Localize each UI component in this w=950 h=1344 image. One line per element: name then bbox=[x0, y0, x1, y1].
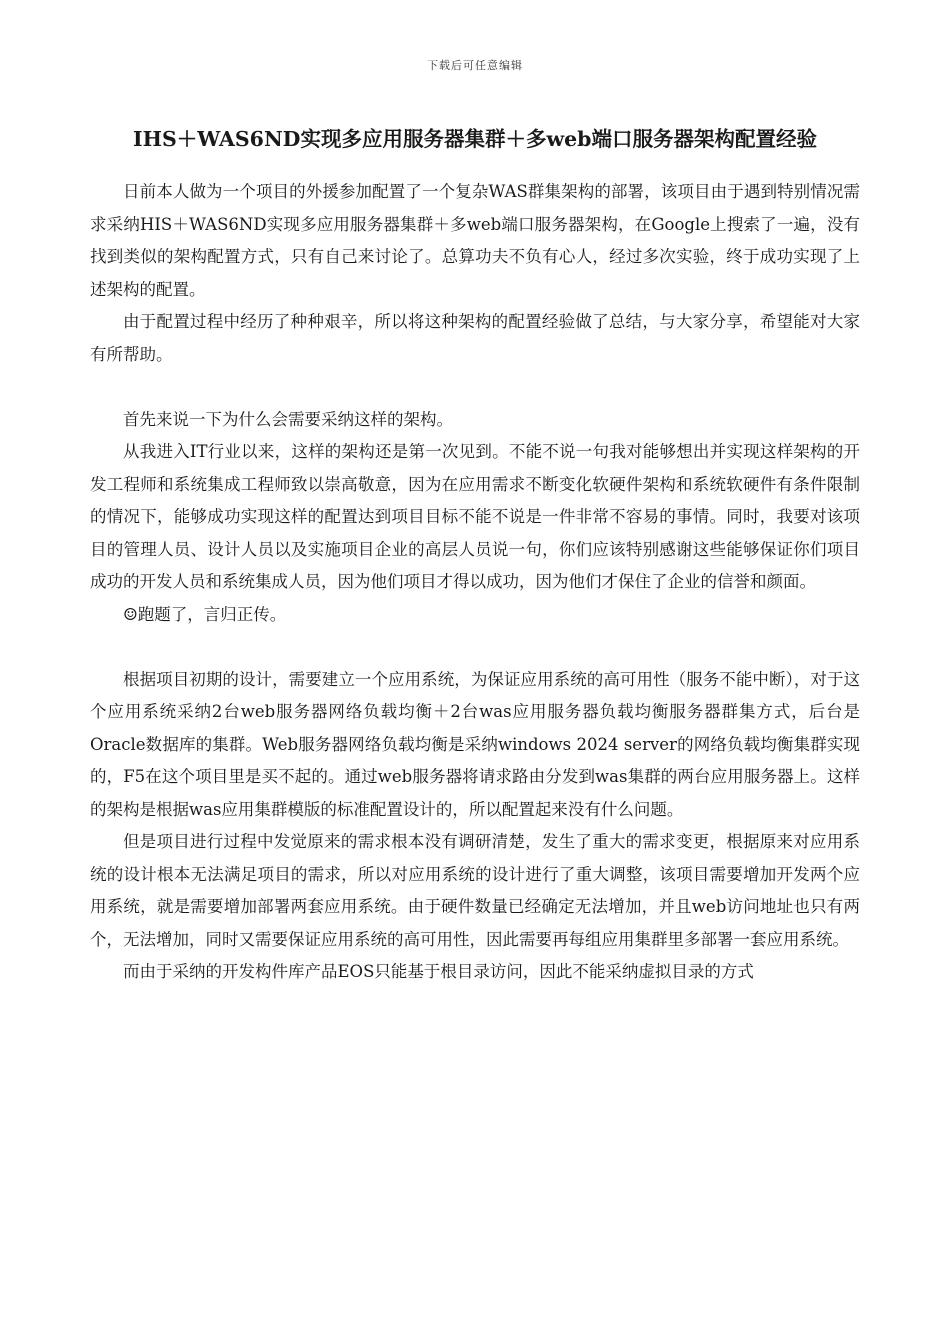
header-note: 下载后可任意编辑 bbox=[427, 59, 523, 72]
paragraph-spacer bbox=[90, 631, 860, 664]
paragraph: 从我进入IT行业以来，这样的架构还是第一次见到。不能不说一句我对能够想出并实现这样架构的开发工程师和系统集成工程师致以崇高敬意，因为在应用需求不断变化软硬件架构和系统软硬件有条件限制的情况下，能够成功实现这样的配置达到项目目标不能不说是一件非常不容易的事情。同时，我要对该项目的管理人员、设计人员以及实施项目企业的高层人员说一句，你们应该特别感谢这些能够保证你们项目成功的开发人员和系统集成人员，因为他们项目才得以成功，因为他们才保住了企业的信誉和颜面。 bbox=[90, 442, 860, 591]
paragraph: 首先来说一下为什么会需要采纳这样的架构。 bbox=[123, 409, 453, 429]
paragraph: ☺跑题了，言归正传。 bbox=[123, 604, 287, 624]
document-title: IHS＋WAS6ND实现多应用服务器集群＋多web端口服务器架构配置经验 bbox=[133, 127, 817, 151]
paragraph: 根据项目初期的设计，需要建立一个应用系统，为保证应用系统的高可用性（服务不能中断），对于这个应用系统采纳2台web服务器网络负载均衡＋2台was应用服务器负载均衡服务器群集方式，后台是Oracle数据库的集群。Web服务器网络负载均衡是采纳windows 2024 server的网络负载均衡集群实现的，F5在这个项目里是买不起的。通过web服务器将请求路由分发到was集群的两台应用服务器上。这样的架构是根据was应用集群模版的标准配置设计的，所以配置起来没有什么问题。 bbox=[90, 669, 860, 819]
paragraph: 日前本人做为一个项目的外援参加配置了一个复杂WAS群集架构的部署，该项目由于遇到特别情况需求采纳HIS＋WAS6ND实现多应用服务器集群＋多web端口服务器架构，在Google上搜索了一遍，没有找到类似的架构配置方式，只有自己来讨论了。总算功夫不负有心人，经过多次实验，终于成功实现了上述架构的配置。 bbox=[90, 182, 860, 299]
paragraph-spacer bbox=[90, 371, 860, 404]
paragraph: 但是项目进行过程中发觉原来的需求根本没有调研清楚，发生了重大的需求变更，根据原来对应用系统的设计根本无法满足项目的需求，所以对应用系统的设计进行了重大调整，该项目需要增加开发两个应用系统，就是需要增加部署两套应用系统。由于硬件数量已经确定无法增加，并且web访问地址也只有两个，无法增加，同时又需要保证应用系统的高可用性，因此需要再每组应用集群里多部署一套应用系统。 bbox=[90, 832, 860, 949]
paragraph: 而由于采纳的开发构件库产品EOS只能基于根目录访问，因此不能采纳虚拟目录的方式 bbox=[123, 962, 754, 981]
document-body bbox=[90, 176, 860, 989]
paragraph: 由于配置过程中经历了种种艰辛，所以将这种架构的配置经验做了总结，与大家分享，希望能对大家有所帮助。 bbox=[90, 312, 860, 364]
